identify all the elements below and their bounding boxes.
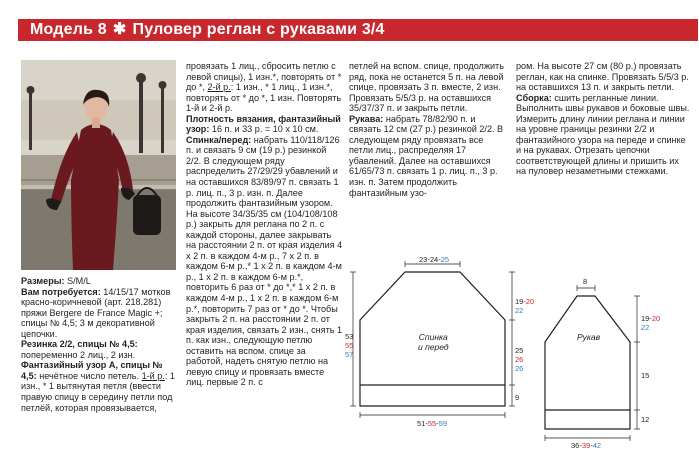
- title-text: Пуловер реглан с рукавами 3/4: [132, 21, 385, 38]
- pattern-continuation: [186, 61, 343, 114]
- pattern-schematic: [345, 252, 699, 451]
- fancy-paragraph: [21, 360, 179, 413]
- sizes-label: Размеры:: [21, 276, 65, 286]
- star-icon: ✱: [112, 21, 127, 38]
- materials-paragraph: [21, 287, 179, 340]
- body-side-length: 25 26 26: [515, 346, 524, 373]
- sleeves-text: набрать 78/82/90 п. и связать 12 см (27 р.) резинкой 2/2. В следующем ряду провязать все петли лиц., распределяя 17 убавлений. Далее на оставшихся 61/65/73 п. связать 1 р. лиц. п., 3 р. изн. п. Затем продолжить фантазийным узо-: [349, 113, 504, 198]
- back-front-paragraph: [186, 135, 343, 388]
- page-title: [30, 19, 385, 41]
- assembly-text: сшить регланные линии. Выполнить швы рукавов и боковые швы. Измерить длину линии реглана и линии на уровне границы резинки 2/2 и фантазийного узора на переде и спинке и на рукавах. Отрезать цепочки соответствующей длины и пришить их на пуловер незаметными стежками.: [516, 92, 690, 177]
- column-2: [186, 61, 343, 388]
- fancy-label: Фантазийный узор А, спицы № 4,5:: [21, 360, 163, 381]
- row-2-label: 2-й р.: [207, 82, 231, 93]
- column-4: [516, 61, 690, 177]
- sleeves-label: Рукава:: [349, 113, 384, 124]
- body-bottom-width: 51-55-59: [417, 419, 448, 428]
- sleeve-raglan-depth: 19-20 22: [641, 314, 661, 332]
- back-front-label: Спинка/перед:: [186, 134, 252, 145]
- rib-label: Резинка 2/2, спицы № 4,5:: [21, 339, 138, 350]
- body-piece-name: Спинка и перед: [418, 332, 449, 352]
- assembly-paragraph: [516, 93, 690, 177]
- row-1-label: 1-й р.: [141, 370, 165, 381]
- materials-label: Вам потребуется:: [21, 286, 101, 297]
- materials-text: 14/15/17 мотков красно-коричневой (арт. 218.281) пряжи Bergere de France Magic +; спицы № 4,5; 3 м декоративной цепочки.: [21, 286, 171, 339]
- rib-text: попеременно 2 лиц., 2 изн.: [21, 349, 136, 360]
- column-3: [349, 61, 507, 198]
- sleeve-length: 15: [641, 371, 650, 380]
- back-continuation-text: петлей на вспом. спице, продолжить ряд, пока не останется 5 п. на левой спице, провязать 3 п. вместе, 2 изн. Провязать 5/5/3 р. на оставшихся 35/37/37 п. и закрыть петли.: [349, 61, 504, 114]
- model-number: Модель 8: [30, 21, 107, 38]
- fancy-text-a: нечётное число петель.: [36, 370, 142, 381]
- sizes-value: S/M/L: [64, 276, 91, 286]
- sleeve-top-width: 8: [583, 277, 588, 286]
- sleeve-continuation: [516, 61, 690, 93]
- column-1: [21, 276, 179, 413]
- sleeve-piece-name: Рукав: [577, 332, 601, 342]
- photo-illustration: [21, 60, 176, 270]
- density-paragraph: [186, 114, 343, 135]
- back-front-text: набрать 110/118/126 п. и связать 9 см (19 р.) резинкой 2/2. В следующем ряду распределить 27/29/29 убавлений и на оставшихся 83/89/97 п. связать 1 р. лиц. п., 3 р. изн. п. Далее продолжить фантазийным узором. На высоте 34/35/35 см (104/108/108 р.) закрыть для реглана по 2 п. с каждой стороны, далее закрывать на расстоянии 2 п. от края изделия 4 x 2 п. в каждом 4-м р., 7 x 2 п. в каждом 6-м р.,* 1 x 2 п. в каждом 4-м р., 1 x 2 п. в каждом 6-м р.*, повторить 6 раз от * до *,* 1 x 2 п. в каждом 4-м р., 1 x 2 п. в каждом 6-м р.*, повторить 7 раз от * до *. Чтобы закрыть 2 п. на расстоянии 2 п. от края изделия, связать 2 изн., снять 1 п. как изн., следующую петлю оставить на вспом. спице за работой, надеть снятую петлю на левую спицу и провязать вместе лиц. первые 2 п. с: [186, 134, 343, 388]
- body-raglan-depth: 19-20 22: [515, 297, 535, 315]
- model-photo: [21, 60, 176, 270]
- pattern-text-2: : 1 изн., * 1 лиц., 1 изн.*, повторять от * до *, 1 изн. Повторять 1-й и 2-й р.: [186, 82, 342, 114]
- body-rib-height: 9: [515, 393, 520, 402]
- sizes-paragraph: [21, 276, 179, 287]
- sleeves-paragraph: [349, 114, 507, 198]
- sleeve-bottom-width: 36-39-42: [571, 441, 602, 450]
- fancy-text-b: : 1 изн., * 1 вытянутая петля (ввести правую спицу в середину петли под петлёй, которая провязывается,: [21, 370, 175, 413]
- rib-paragraph: [21, 339, 179, 360]
- sleeve-continuation-text: ром. На высоте 27 см (80 р.) провязать реглан, как на спинке. Провязать 5/5/3 р. на оставшихся 13 п. и закрыть петли.: [516, 61, 689, 93]
- body-top-width: 23-24-25: [419, 255, 450, 264]
- assembly-label: Сборка:: [516, 92, 552, 103]
- density-label: Плотность вязания, фантазийный узор:: [186, 113, 341, 135]
- sleeve-rib-height: 12: [641, 415, 650, 424]
- density-text: 16 п. и 33 р. = 10 x 10 см.: [209, 124, 319, 135]
- header: [0, 0, 699, 44]
- body-length: 53 55 57: [345, 332, 354, 359]
- pattern-text-1: провязать 1 лиц., сбросить петлю с левой спицы), 1 изн.*, повторять от * до *,: [186, 61, 342, 93]
- back-continuation: [349, 61, 507, 114]
